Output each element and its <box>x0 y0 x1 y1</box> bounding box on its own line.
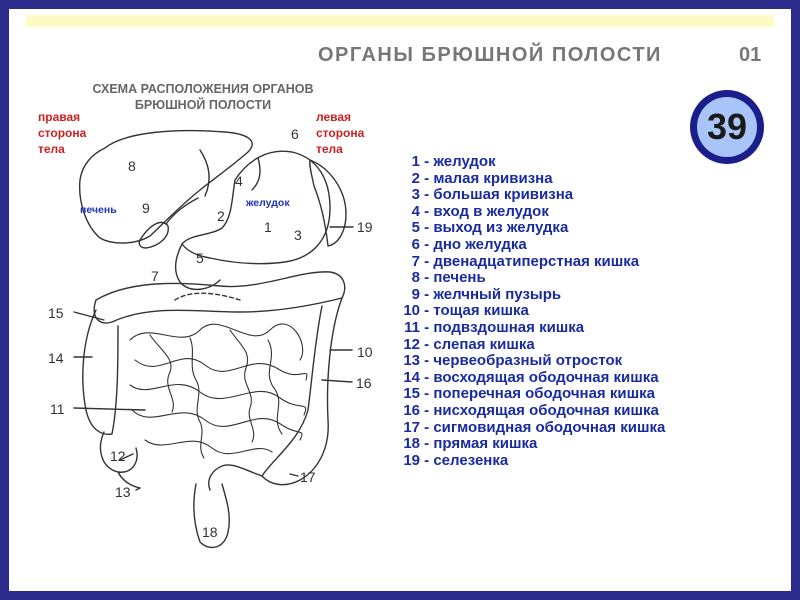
legend-item-6: 6 - дно желудка <box>411 235 527 253</box>
right-side-word-1: правая <box>38 110 81 124</box>
descending-colon-shape <box>262 298 342 485</box>
legend-item-16: 16 - нисходящая ободочная кишка <box>403 401 659 419</box>
spleen-shape <box>310 160 346 246</box>
marker-9: 9 <box>142 200 150 216</box>
liver-label: печень <box>80 204 117 216</box>
marker-7: 7 <box>151 268 159 284</box>
legend-item-12: 12 - слепая кишка <box>403 335 535 353</box>
legend-item-19: 19 - селезенка <box>403 451 509 469</box>
marker-5: 5 <box>196 250 204 266</box>
marker-3: 3 <box>294 227 302 243</box>
marker-11: 11 <box>50 401 65 417</box>
legend-item-5: 5 - выход из желудка <box>411 219 569 237</box>
marker-4: 4 <box>235 173 243 189</box>
left-side-word-2: сторона <box>316 126 365 140</box>
left-side-word-3: тела <box>316 142 343 156</box>
marker-17: 17 <box>300 469 316 485</box>
page-title: ОРГАНЫ БРЮШНОЙ ПОЛОСТИ <box>318 44 662 66</box>
marker-18: 18 <box>202 524 218 540</box>
scheme-title-line-2: БРЮШНОЙ ПОЛОСТИ <box>134 98 272 112</box>
marker-8: 8 <box>128 158 136 174</box>
right-side-word-2: сторона <box>38 126 87 140</box>
marker-6: 6 <box>291 126 299 142</box>
marker-12: 12 <box>110 448 126 464</box>
left-side-word-1: левая <box>316 110 352 124</box>
gallbladder-shape <box>139 222 168 248</box>
legend-item-13: 13 - червеобразный отросток <box>403 352 623 370</box>
legend-item-10: 10 - тощая кишка <box>403 302 529 320</box>
legend-item-11: 11 - подвздошная кишка <box>404 318 585 336</box>
legend-item-4: 4 - вход в желудок <box>411 202 549 220</box>
legend-item-2: 2 - малая кривизна <box>411 169 553 187</box>
marker-16: 16 <box>356 375 372 391</box>
legend-item-17: 17 - сигмовидная ободочная кишка <box>403 418 666 436</box>
legend-item-3: 3 - большая кривизна <box>411 186 574 204</box>
marker-2: 2 <box>217 208 225 224</box>
legend-item-8: 8 - печень <box>411 269 486 287</box>
legend-item-1: 1 - желудок <box>411 153 496 170</box>
marker-14: 14 <box>48 350 64 366</box>
legend-item-18: 18 - прямая кишка <box>403 435 538 453</box>
ascending-colon-shape <box>83 310 118 434</box>
transverse-colon-shape <box>94 272 344 323</box>
small-intestine-loops <box>130 324 307 458</box>
marker-19: 19 <box>357 219 373 235</box>
legend-item-15: 15 - поперечная ободочная кишка <box>403 385 655 403</box>
liver-shape <box>80 131 253 243</box>
right-side-word-3: тела <box>38 142 65 156</box>
stomach-label: желудок <box>246 197 290 209</box>
legend-item-9: 9 - желчный пузырь <box>411 285 562 303</box>
marker-10: 10 <box>357 344 373 360</box>
marker-1: 1 <box>264 219 272 235</box>
scheme-title-line-1: СХЕМА РАСПОЛОЖЕНИЯ ОРГАНОВ <box>92 82 314 96</box>
marker-13: 13 <box>115 484 131 500</box>
marker-15: 15 <box>48 305 64 321</box>
legend-list <box>398 154 665 469</box>
legend-item-7: 7 - двенадцатиперстная кишка <box>411 252 640 270</box>
legend-item-14: 14 - восходящая ободочная кишка <box>403 368 659 386</box>
sigmoid-colon-shape <box>209 465 262 490</box>
slide-number: 01 <box>739 44 762 66</box>
badge-number: 39 <box>697 97 757 157</box>
